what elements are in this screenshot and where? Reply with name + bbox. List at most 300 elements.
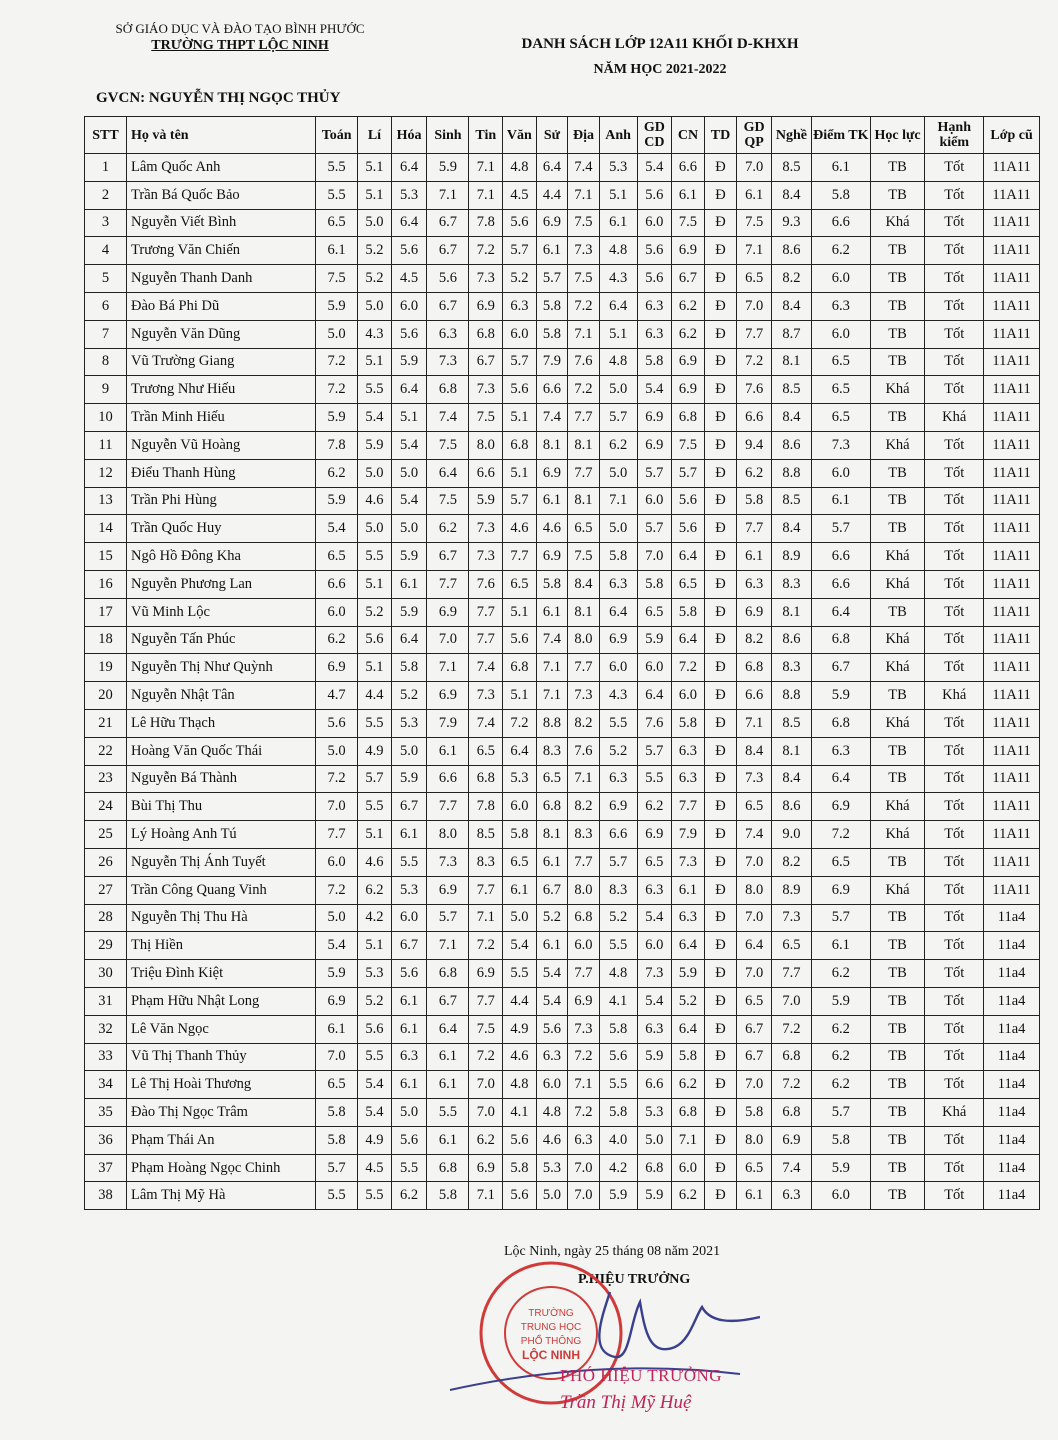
table-cell: 11A11 bbox=[984, 459, 1040, 487]
table-cell: Đ bbox=[704, 876, 737, 904]
student-name: Trương Văn Chiến bbox=[127, 237, 316, 265]
table-cell: 6.1 bbox=[536, 932, 568, 960]
table-cell: 6.9 bbox=[811, 876, 870, 904]
table-cell: 4.6 bbox=[536, 1126, 568, 1154]
table-cell: 4.9 bbox=[358, 737, 392, 765]
table-cell: 2 bbox=[85, 181, 127, 209]
table-cell: 7.2 bbox=[568, 376, 600, 404]
table-cell: 7.2 bbox=[672, 654, 705, 682]
table-cell: 6.3 bbox=[391, 1043, 427, 1071]
table-cell: 8.9 bbox=[771, 876, 811, 904]
column-header: STT bbox=[85, 117, 127, 154]
table-cell: 6.5 bbox=[737, 1154, 772, 1182]
table-cell: 5.6 bbox=[316, 709, 358, 737]
table-cell: 5.8 bbox=[637, 570, 672, 598]
table-cell: 8.0 bbox=[427, 821, 469, 849]
table-cell: 5.1 bbox=[599, 320, 637, 348]
table-cell: 8.3 bbox=[599, 876, 637, 904]
table-cell: Tốt bbox=[925, 487, 984, 515]
column-header: Địa bbox=[568, 117, 600, 154]
table-cell: 33 bbox=[85, 1043, 127, 1071]
table-cell: 8.0 bbox=[568, 626, 600, 654]
table-cell: 7.2 bbox=[568, 292, 600, 320]
table-row bbox=[85, 709, 1040, 737]
table-cell: 6.9 bbox=[469, 960, 503, 988]
table-cell: 7.4 bbox=[469, 709, 503, 737]
table-cell: 6.4 bbox=[599, 598, 637, 626]
table-cell: 26 bbox=[85, 848, 127, 876]
table-cell: Tốt bbox=[925, 821, 984, 849]
table-cell: 6.9 bbox=[737, 598, 772, 626]
student-name: Đào Thị Ngọc Trâm bbox=[127, 1099, 316, 1127]
column-header: Sử bbox=[536, 117, 568, 154]
table-cell: 11a4 bbox=[984, 1182, 1040, 1210]
table-cell: 5.0 bbox=[637, 1126, 672, 1154]
table-cell: 10 bbox=[85, 404, 127, 432]
document-title: DANH SÁCH LỚP 12A11 KHỐI D-KHXH bbox=[521, 36, 799, 52]
table-cell: Đ bbox=[704, 682, 737, 710]
table-cell: 38 bbox=[85, 1182, 127, 1210]
table-cell: 7.6 bbox=[637, 709, 672, 737]
table-cell: 6.3 bbox=[637, 320, 672, 348]
table-cell: 6.8 bbox=[469, 320, 503, 348]
table-row bbox=[85, 682, 1040, 710]
table-cell: 5.8 bbox=[672, 709, 705, 737]
table-cell: Đ bbox=[704, 376, 737, 404]
table-cell: Đ bbox=[704, 987, 737, 1015]
table-cell: 5.7 bbox=[811, 515, 870, 543]
table-cell: 6.6 bbox=[316, 570, 358, 598]
table-cell: 6.0 bbox=[672, 682, 705, 710]
table-cell: TB bbox=[870, 1154, 925, 1182]
table-cell: 6.7 bbox=[536, 876, 568, 904]
student-name: Đào Bá Phi Dũ bbox=[127, 292, 316, 320]
table-cell: 7.8 bbox=[316, 431, 358, 459]
table-cell: Tốt bbox=[925, 709, 984, 737]
table-cell: Tốt bbox=[925, 1154, 984, 1182]
table-row bbox=[85, 1099, 1040, 1127]
table-cell: 6.1 bbox=[599, 209, 637, 237]
signing-date: Lộc Ninh, ngày 25 tháng 08 năm 2021 bbox=[504, 1244, 721, 1259]
table-cell: 6.5 bbox=[316, 209, 358, 237]
table-cell: 28 bbox=[85, 904, 127, 932]
table-cell: 11A11 bbox=[984, 709, 1040, 737]
table-row bbox=[85, 515, 1040, 543]
table-cell: Đ bbox=[704, 292, 737, 320]
table-cell: TB bbox=[870, 765, 925, 793]
table-cell: 5.6 bbox=[391, 237, 427, 265]
table-cell: Đ bbox=[704, 1043, 737, 1071]
table-cell: 6.0 bbox=[316, 598, 358, 626]
table-cell: 6.5 bbox=[316, 1071, 358, 1099]
header-left bbox=[80, 22, 400, 54]
table-cell: 5.1 bbox=[358, 570, 392, 598]
table-cell: 8.0 bbox=[568, 876, 600, 904]
table-cell: 6.4 bbox=[672, 543, 705, 571]
table-cell: 6.7 bbox=[672, 265, 705, 293]
table-cell: Đ bbox=[704, 265, 737, 293]
table-cell: Khá bbox=[925, 404, 984, 432]
table-cell: 7.0 bbox=[737, 904, 772, 932]
table-cell: 5.1 bbox=[358, 654, 392, 682]
svg-text:TRƯỜNG: TRƯỜNG bbox=[528, 1308, 574, 1319]
student-name: Lê Thị Hoài Thương bbox=[127, 1071, 316, 1099]
table-cell: TB bbox=[870, 1015, 925, 1043]
table-cell: 6.6 bbox=[811, 543, 870, 571]
table-cell: 5.7 bbox=[672, 459, 705, 487]
table-cell: TB bbox=[870, 598, 925, 626]
table-cell: 7.0 bbox=[771, 987, 811, 1015]
table-cell: Đ bbox=[704, 515, 737, 543]
table-cell: Tốt bbox=[925, 431, 984, 459]
student-name: Vũ Thị Thanh Thủy bbox=[127, 1043, 316, 1071]
table-cell: 5.0 bbox=[599, 459, 637, 487]
table-cell: TB bbox=[870, 932, 925, 960]
table-row bbox=[85, 904, 1040, 932]
table-cell: Tốt bbox=[925, 626, 984, 654]
table-cell: 11a4 bbox=[984, 1015, 1040, 1043]
table-cell: Đ bbox=[704, 404, 737, 432]
table-cell: Tốt bbox=[925, 292, 984, 320]
table-cell: 8.3 bbox=[536, 737, 568, 765]
table-cell: 5.9 bbox=[391, 348, 427, 376]
table-cell: 7.1 bbox=[427, 932, 469, 960]
table-cell: 6.3 bbox=[637, 292, 672, 320]
table-cell: 6.9 bbox=[469, 1154, 503, 1182]
table-cell: 11a4 bbox=[984, 932, 1040, 960]
table-row bbox=[85, 320, 1040, 348]
table-cell: 23 bbox=[85, 765, 127, 793]
table-cell: 6.4 bbox=[391, 626, 427, 654]
table-cell: Tốt bbox=[925, 459, 984, 487]
table-cell: 5.1 bbox=[503, 459, 537, 487]
table-cell: 31 bbox=[85, 987, 127, 1015]
table-cell: 6.9 bbox=[536, 459, 568, 487]
table-cell: 7.3 bbox=[737, 765, 772, 793]
table-cell: Tốt bbox=[925, 320, 984, 348]
table-cell: 7.3 bbox=[427, 848, 469, 876]
table-cell: 5.9 bbox=[599, 1182, 637, 1210]
table-cell: 5.0 bbox=[358, 459, 392, 487]
table-cell: 6.9 bbox=[316, 654, 358, 682]
table-cell: 7.7 bbox=[469, 598, 503, 626]
table-cell: 7.3 bbox=[771, 904, 811, 932]
table-cell: 5.4 bbox=[637, 987, 672, 1015]
table-cell: Đ bbox=[704, 1071, 737, 1099]
table-cell: 6.5 bbox=[503, 848, 537, 876]
table-cell: 24 bbox=[85, 793, 127, 821]
table-cell: 7.7 bbox=[469, 987, 503, 1015]
student-name: Trần Bá Quốc Bảo bbox=[127, 181, 316, 209]
table-cell: 4.3 bbox=[599, 682, 637, 710]
table-cell: 5.7 bbox=[503, 237, 537, 265]
table-cell: 6.2 bbox=[811, 1043, 870, 1071]
table-cell: 6.7 bbox=[391, 932, 427, 960]
signer-name: Trần Thị Mỹ Huệ bbox=[560, 1392, 692, 1413]
table-cell: 5.5 bbox=[358, 1182, 392, 1210]
table-cell: 6.1 bbox=[737, 181, 772, 209]
table-cell: 8.5 bbox=[469, 821, 503, 849]
table-cell: 7.4 bbox=[568, 154, 600, 182]
table-cell: 7.1 bbox=[568, 320, 600, 348]
student-name: Lâm Quốc Anh bbox=[127, 154, 316, 182]
table-cell: 5.9 bbox=[427, 154, 469, 182]
svg-text:TRUNG HỌC: TRUNG HỌC bbox=[520, 1322, 582, 1333]
table-cell: 7.1 bbox=[536, 682, 568, 710]
table-cell: Đ bbox=[704, 237, 737, 265]
table-cell: 8.4 bbox=[771, 404, 811, 432]
table-cell: 7.7 bbox=[469, 626, 503, 654]
student-name: Phạm Hữu Nhật Long bbox=[127, 987, 316, 1015]
table-cell: 7.0 bbox=[737, 1071, 772, 1099]
table-cell: 4.8 bbox=[599, 348, 637, 376]
table-cell: 9.3 bbox=[771, 209, 811, 237]
table-cell: 5.6 bbox=[358, 1015, 392, 1043]
table-cell: 11a4 bbox=[984, 1099, 1040, 1127]
table-cell: Đ bbox=[704, 765, 737, 793]
table-row bbox=[85, 960, 1040, 988]
table-cell: 5.8 bbox=[599, 543, 637, 571]
column-header: Lớp cũ bbox=[984, 117, 1040, 154]
table-cell: Tốt bbox=[925, 515, 984, 543]
student-name: Nguyễn Văn Dũng bbox=[127, 320, 316, 348]
table-cell: Đ bbox=[704, 459, 737, 487]
table-cell: 6.4 bbox=[672, 626, 705, 654]
table-cell: 6.8 bbox=[469, 765, 503, 793]
table-cell: 6.2 bbox=[672, 292, 705, 320]
table-cell: 8.1 bbox=[771, 598, 811, 626]
table-cell: 12 bbox=[85, 459, 127, 487]
table-cell: 6.1 bbox=[316, 1015, 358, 1043]
table-row bbox=[85, 987, 1040, 1015]
table-cell: 11A11 bbox=[984, 209, 1040, 237]
table-cell: 6.9 bbox=[599, 626, 637, 654]
table-cell: 5.2 bbox=[358, 237, 392, 265]
column-header: Họ và tên bbox=[127, 117, 316, 154]
table-cell: 5.2 bbox=[599, 904, 637, 932]
table-row bbox=[85, 848, 1040, 876]
table-cell: 6.3 bbox=[503, 292, 537, 320]
table-cell: 5.4 bbox=[316, 932, 358, 960]
table-cell: 5.9 bbox=[316, 292, 358, 320]
table-cell: 5.3 bbox=[391, 876, 427, 904]
table-cell: Đ bbox=[704, 1015, 737, 1043]
table-cell: 6.3 bbox=[672, 904, 705, 932]
table-cell: 5.5 bbox=[637, 765, 672, 793]
table-cell: TB bbox=[870, 1043, 925, 1071]
table-cell: Tốt bbox=[925, 209, 984, 237]
table-cell: 7.0 bbox=[469, 1099, 503, 1127]
table-cell: Tốt bbox=[925, 737, 984, 765]
table-cell: 6.3 bbox=[599, 765, 637, 793]
svg-text:PHỔ THÔNG: PHỔ THÔNG bbox=[520, 1336, 582, 1347]
table-cell: 5.4 bbox=[536, 960, 568, 988]
table-cell: Khá bbox=[870, 876, 925, 904]
table-cell: 8.6 bbox=[771, 626, 811, 654]
table-cell: 7.2 bbox=[316, 348, 358, 376]
table-cell: 11A11 bbox=[984, 876, 1040, 904]
table-cell: 6.1 bbox=[811, 154, 870, 182]
table-row bbox=[85, 265, 1040, 293]
table-cell: 3 bbox=[85, 209, 127, 237]
table-cell: 7.3 bbox=[469, 265, 503, 293]
table-cell: 7.7 bbox=[568, 848, 600, 876]
table-cell: 8.5 bbox=[771, 709, 811, 737]
table-cell: 5.9 bbox=[469, 487, 503, 515]
table-cell: 7.0 bbox=[316, 793, 358, 821]
table-cell: 6.2 bbox=[316, 626, 358, 654]
table-cell: 4 bbox=[85, 237, 127, 265]
table-cell: 7.0 bbox=[469, 1071, 503, 1099]
table-cell: 5.6 bbox=[637, 181, 672, 209]
table-cell: 8.8 bbox=[771, 459, 811, 487]
table-cell: 6.7 bbox=[737, 1015, 772, 1043]
table-cell: 7.1 bbox=[536, 654, 568, 682]
table-cell: 4.8 bbox=[503, 1071, 537, 1099]
table-cell: Khá bbox=[870, 209, 925, 237]
table-cell: 6.1 bbox=[811, 932, 870, 960]
table-cell: 7.5 bbox=[672, 209, 705, 237]
table-cell: Đ bbox=[704, 904, 737, 932]
table-cell: 6.7 bbox=[427, 237, 469, 265]
table-cell: 6.0 bbox=[637, 932, 672, 960]
table-cell: 7.3 bbox=[672, 848, 705, 876]
table-cell: 5.9 bbox=[811, 682, 870, 710]
table-cell: 6.2 bbox=[599, 431, 637, 459]
table-cell: 6.3 bbox=[568, 1126, 600, 1154]
column-header: Học lực bbox=[870, 117, 925, 154]
table-cell: 11A11 bbox=[984, 654, 1040, 682]
table-cell: 7.0 bbox=[568, 1154, 600, 1182]
table-cell: 5.1 bbox=[503, 598, 537, 626]
table-cell: TB bbox=[870, 1071, 925, 1099]
table-cell: Đ bbox=[704, 654, 737, 682]
table-row bbox=[85, 1126, 1040, 1154]
table-cell: 5.5 bbox=[316, 181, 358, 209]
table-cell: 7.4 bbox=[536, 404, 568, 432]
table-cell: 6.0 bbox=[391, 904, 427, 932]
table-cell: 6.9 bbox=[469, 292, 503, 320]
table-cell: 7.7 bbox=[737, 515, 772, 543]
table-cell: 8.6 bbox=[771, 793, 811, 821]
table-cell: 14 bbox=[85, 515, 127, 543]
student-name: Trương Như Hiếu bbox=[127, 376, 316, 404]
student-name: Vũ Trường Giang bbox=[127, 348, 316, 376]
table-cell: Tốt bbox=[925, 848, 984, 876]
table-cell: 6.3 bbox=[599, 570, 637, 598]
table-cell: 4.6 bbox=[503, 1043, 537, 1071]
table-cell: Khá bbox=[870, 709, 925, 737]
table-row bbox=[85, 348, 1040, 376]
table-row bbox=[85, 209, 1040, 237]
table-cell: TB bbox=[870, 320, 925, 348]
table-cell: 11a4 bbox=[984, 987, 1040, 1015]
table-cell: 7.1 bbox=[427, 654, 469, 682]
table-cell: Khá bbox=[870, 431, 925, 459]
student-name: Nguyễn Tấn Phúc bbox=[127, 626, 316, 654]
table-cell: 7.0 bbox=[568, 1182, 600, 1210]
table-cell: 11A11 bbox=[984, 320, 1040, 348]
table-cell: 5.6 bbox=[427, 265, 469, 293]
table-cell: 5.1 bbox=[391, 404, 427, 432]
table-cell: 6.1 bbox=[391, 570, 427, 598]
homeroom-teacher: GVCN: NGUYỄN THỊ NGỌC THỦY bbox=[96, 90, 341, 106]
table-cell: 6.3 bbox=[637, 876, 672, 904]
table-cell: 5.6 bbox=[358, 626, 392, 654]
table-cell: 6.3 bbox=[811, 737, 870, 765]
table-cell: 8.4 bbox=[771, 515, 811, 543]
table-cell: Đ bbox=[704, 154, 737, 182]
table-cell: 6.1 bbox=[391, 821, 427, 849]
table-cell: 5.9 bbox=[637, 1182, 672, 1210]
table-cell: 16 bbox=[85, 570, 127, 598]
column-header: Toán bbox=[316, 117, 358, 154]
table-cell: 8.5 bbox=[771, 154, 811, 182]
table-cell: 6.1 bbox=[391, 1071, 427, 1099]
table-cell: 6.4 bbox=[391, 154, 427, 182]
table-cell: Tốt bbox=[925, 987, 984, 1015]
table-cell: 6.7 bbox=[427, 987, 469, 1015]
table-cell: 22 bbox=[85, 737, 127, 765]
table-cell: 7.2 bbox=[316, 876, 358, 904]
table-cell: 6.0 bbox=[391, 292, 427, 320]
table-cell: 6.0 bbox=[811, 320, 870, 348]
table-cell: 35 bbox=[85, 1099, 127, 1127]
student-name: Nguyễn Thanh Danh bbox=[127, 265, 316, 293]
table-cell: 11A11 bbox=[984, 543, 1040, 571]
table-cell: 4.2 bbox=[599, 1154, 637, 1182]
student-name: Lâm Thị Mỹ Hà bbox=[127, 1182, 316, 1210]
table-cell: 7.2 bbox=[469, 237, 503, 265]
student-name: Vũ Minh Lộc bbox=[127, 598, 316, 626]
table-cell: 8.4 bbox=[568, 570, 600, 598]
student-name: Nguyễn Nhật Tân bbox=[127, 682, 316, 710]
table-cell: 4.4 bbox=[358, 682, 392, 710]
table-cell: 6.2 bbox=[737, 459, 772, 487]
table-cell: 7.7 bbox=[771, 960, 811, 988]
table-cell: 5.0 bbox=[391, 459, 427, 487]
table-cell: 8.3 bbox=[568, 821, 600, 849]
table-cell: 6.8 bbox=[427, 960, 469, 988]
table-cell: Tốt bbox=[925, 376, 984, 404]
table-cell: 7.7 bbox=[469, 876, 503, 904]
table-cell: 6.8 bbox=[672, 1099, 705, 1127]
table-cell: 5.6 bbox=[503, 376, 537, 404]
table-cell: 7.0 bbox=[637, 543, 672, 571]
table-cell: 6.5 bbox=[568, 515, 600, 543]
table-cell: 5.2 bbox=[358, 265, 392, 293]
table-cell: 5.4 bbox=[358, 1071, 392, 1099]
table-cell: 6.1 bbox=[536, 598, 568, 626]
table-cell: 7.9 bbox=[536, 348, 568, 376]
table-cell: 8.1 bbox=[536, 431, 568, 459]
table-row bbox=[85, 154, 1040, 182]
table-cell: 7.6 bbox=[568, 737, 600, 765]
table-cell: 11a4 bbox=[984, 1126, 1040, 1154]
table-cell: Khá bbox=[870, 570, 925, 598]
student-name: Điểu Thanh Hùng bbox=[127, 459, 316, 487]
student-name: Bùi Thị Thu bbox=[127, 793, 316, 821]
table-cell: Tốt bbox=[925, 348, 984, 376]
table-cell: 6.5 bbox=[737, 793, 772, 821]
table-row bbox=[85, 876, 1040, 904]
table-cell: 5.4 bbox=[358, 1099, 392, 1127]
table-row bbox=[85, 487, 1040, 515]
table-cell: 7.2 bbox=[503, 709, 537, 737]
table-cell: 4.2 bbox=[358, 904, 392, 932]
table-cell: 7.4 bbox=[737, 821, 772, 849]
table-cell: 19 bbox=[85, 654, 127, 682]
